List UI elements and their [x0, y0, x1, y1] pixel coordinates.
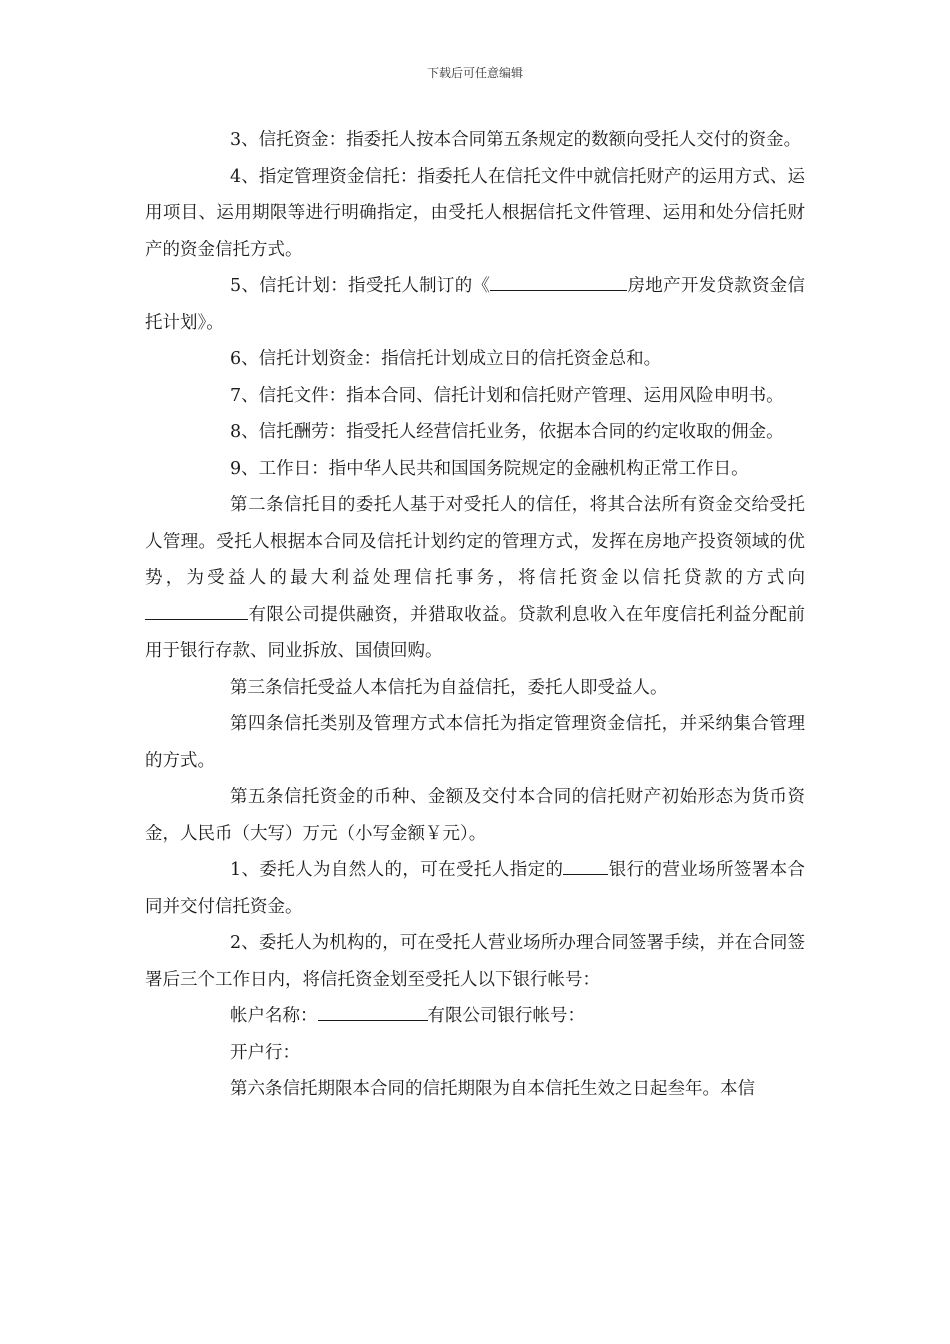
fill-in-blank: [145, 601, 248, 620]
paragraph-bank: 开户行：: [230, 1042, 300, 1063]
paragraph-definition-5: [145, 268, 805, 341]
paragraph-article-5-item-2: 2、委托人为机构的，可在受托人营业场所办理合同签署手续，并在合同签署后三个工作日内，将信托资金划至受托人以下银行帐号：: [145, 933, 805, 990]
paragraph-article-5: 第五条信托资金的币种、金额及交付本合同的信托财产初始形态为货币资金，人民币（大写）万元（小写金额￥元）。: [145, 787, 805, 844]
fill-in-blank: [563, 856, 608, 875]
paragraph-article-5-item-1: [145, 852, 805, 925]
text-segment: 第二条信托目的委托人基于对受托人的信任，将其合法所有资金交给受托人管理。受托人根据本合同及信托计划约定的管理方式，发挥在房地产投资领域的优势，为受益人的最大利益处理信托事务，将信托资金以信托贷款的方式向: [145, 495, 805, 588]
document-body: [145, 122, 805, 1108]
paragraph-article-2: [145, 487, 805, 670]
text-segment: 5、信托计划：指受托人制订的《: [230, 276, 491, 296]
text-segment: 有限公司提供融资，并猎取收益。贷款利息收入在年度信托利益分配前用于银行存款、同业拆放、国债回购。: [145, 604, 805, 661]
paragraph-definition-4: 4、指定管理资金信托：指委托人在信托文件中就信托财产的运用方式、运用项目、运用期限等进行明确指定，由受托人根据信托文件管理、运用和处分信托财产的资金信托方式。: [145, 166, 805, 260]
paragraph-definition-3: 3、信托资金：指委托人按本合同第五条规定的数额向受托人交付的资金。: [230, 130, 802, 150]
text-segment: 银行的营业场所签署本合同并交付信托资金。: [145, 860, 805, 917]
text-segment: 1、委托人为自然人的，可在受托人指定的: [230, 860, 564, 880]
paragraph-article-6: 第六条信托期限本合同的信托期限为自本信托生效之日起叁年。本信: [230, 1079, 755, 1099]
fill-in-blank: [490, 272, 627, 291]
paragraph-article-3: 第三条信托受益人本信托为自益信托，委托人即受益人。: [230, 677, 668, 698]
paragraph-definition-9: 9、工作日：指中华人民共和国国务院规定的金融机构正常工作日。: [230, 458, 749, 479]
paragraph-definition-7: 7、信托文件：指本合同、信托计划和信托财产管理、运用风险申明书。: [230, 385, 784, 406]
paragraph-definition-8: 8、信托酬劳：指受托人经营信托业务，依据本合同的约定收取的佣金。: [230, 422, 784, 442]
text-segment: 房地产开发贷款资金信托计划》。: [145, 276, 805, 333]
paragraph-definition-6: 6、信托计划资金：指信托计划成立日的信托资金总和。: [230, 349, 662, 369]
paragraph-article-4: 第四条信托类别及管理方式本信托为指定管理资金信托，并采纳集合管理的方式。: [145, 714, 805, 771]
text-segment: 有限公司银行帐号：: [427, 1006, 585, 1026]
text-segment: 帐户名称：: [230, 1006, 318, 1026]
page-header: 下载后可任意编辑: [426, 66, 523, 80]
paragraph-account-name: [145, 998, 805, 1035]
fill-in-blank: [318, 1002, 428, 1021]
